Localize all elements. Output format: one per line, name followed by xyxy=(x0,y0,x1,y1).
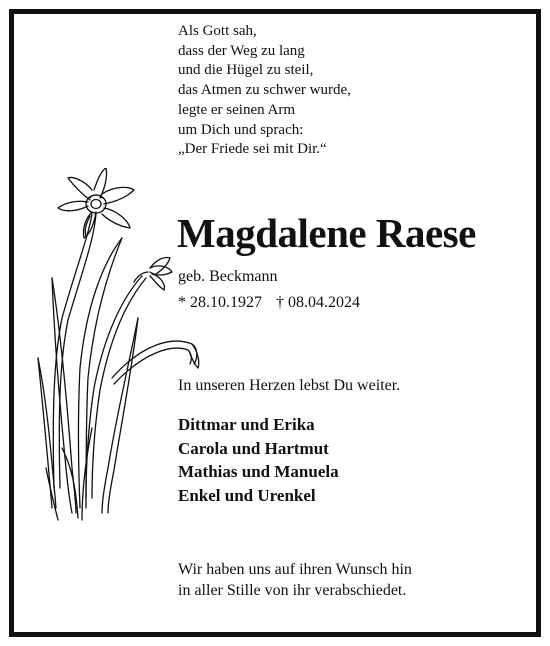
memorial-motto: In unseren Herzen lebst Du weiter. xyxy=(178,377,401,394)
closing-line: in aller Stille von ihr verabschiedet. xyxy=(178,581,407,599)
poem-line: Als Gott sah, xyxy=(178,23,257,39)
poem xyxy=(178,22,351,160)
poem-line: und die Hügel zu steil, xyxy=(178,62,314,79)
mourner-entry: Mathias und Manuela xyxy=(178,462,339,481)
poem-line: das Atmen zu schwer wurde, xyxy=(178,82,351,99)
mourners-list xyxy=(178,413,339,507)
birth-name: geb. Beckmann xyxy=(178,268,278,285)
closing-line: Wir haben uns auf ihren Wunsch hin xyxy=(178,561,412,578)
life-dates xyxy=(178,294,360,312)
poem-line: „Der Friede sei mit Dir.“ xyxy=(178,141,327,158)
closing-note xyxy=(178,560,412,601)
deceased-name: Magdalene Raese xyxy=(177,210,476,256)
poem-line: um Dich und sprach: xyxy=(178,121,304,138)
mourner-entry: Carola und Hartmut xyxy=(178,438,329,458)
mourner-entry: Enkel und Urenkel xyxy=(178,485,316,505)
birth-date: * 28.10.1927 xyxy=(178,294,262,311)
poem-line: dass der Weg zu lang xyxy=(178,42,305,59)
mourner-entry: Dittmar und Erika xyxy=(178,415,315,434)
poem-line: legte er seinen Arm xyxy=(178,101,296,118)
death-date: † 08.04.2024 xyxy=(276,294,360,311)
